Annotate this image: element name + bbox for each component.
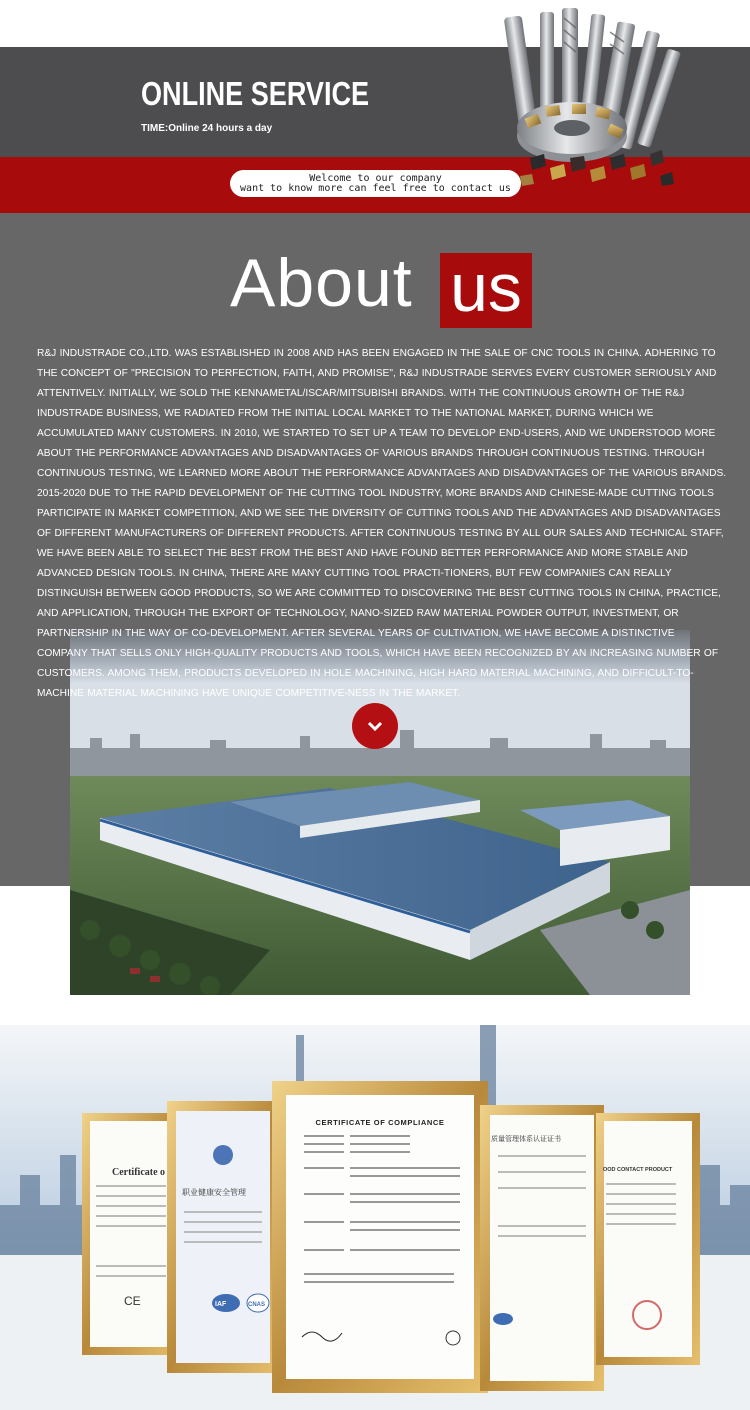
cutting-tools-image bbox=[500, 8, 690, 198]
scroll-down-button[interactable] bbox=[352, 703, 398, 749]
welcome-pill[interactable] bbox=[230, 170, 521, 197]
svg-text:CNAS: CNAS bbox=[248, 1302, 266, 1308]
svg-text:职业健康安全管理: 职业健康安全管理 bbox=[182, 1188, 246, 1197]
about-heading: About bbox=[230, 245, 413, 321]
svg-text:CE: CE bbox=[124, 1294, 141, 1308]
about-heading-box: us bbox=[440, 253, 532, 328]
about-paragraph-2: 2015-2020 DUE TO THE RAPID DEVELOPMENT OF THE CUTTING TOOL INDUSTRY, MORE BRANDS AND CHINESE-MADE CUTTING TOOLS PARTICIPATE IN MARKET COMPETITION, AND WE SEE THE DIVERSITY OF CUTTING TOOLS AND THE ADVANTAGES AND DISADVANTAGES OF DIFFERENT MANUFACTURERS OF DIFFERENT PRODUCTS. AFTER CONTINUOUS TESTING BY ALL OUR SALES AND TECHNICAL STAFF, WE HAVE BEEN ABLE TO SELECT THE BEST FROM THE BEST AND HAVE FOUND BETTER PERFORMANCE AND MORE STABLE AND ADVANCED DESIGN TOOLS. IN CHINA, THERE ARE MANY CUTTING TOOL PRACTI-TIONERS, BUT FEW COMPANIES CAN REALLY DISTINGUISH BETWEEN GOOD PRODUCTS, SO WE ARE COMMITTED TO DISCOVERING THE BEST CUTTING TOOLS IN CHINA, PRACTICE, AND APPLICATION, THROUGH THE EXPORT OF TECHNOLOGY, NANO-SIZED RAW MATERIAL POWDER OUTPUT, INVESTMENT, OR PARTNERSHIP IN THE WAY OF CO-DEVELOPMENT. AFTER SEVERAL YEARS OF CULTIVATION, WE HAVE BECOME A DISTINCTIVE COMPANY THAT SELLS ONLY HIGH-QUALITY PRODUCTS AND TOOLS, WHICH HAVE BEEN RECOGNIZED BY AN INCREASING NUMBER OF CUSTOMERS. AMONG THEM, PRODUCTS DEVELOPED IN HOLE MACHINING, HIGH HARD MATERIAL MACHINING, AND DIFFICULT-TO-MACHINE MATERIAL MACHINING HAVE UNIQUE COMPETITIVE-NESS IN THE MARKET. bbox=[37, 488, 724, 699]
cert-left-heading: Certificate o bbox=[112, 1167, 166, 1178]
welcome-line-1: Welcome to our company bbox=[309, 173, 442, 184]
welcome-line-2: want to know more can feel free to contact us bbox=[240, 183, 511, 194]
page-title: ONLINE SERVICE bbox=[141, 75, 370, 112]
chevron-down-icon bbox=[352, 703, 398, 749]
svg-text:OOD CONTACT PRODUCT: OOD CONTACT PRODUCT bbox=[603, 1167, 673, 1173]
cert-main-heading: CERTIFICATE OF COMPLIANCE bbox=[315, 1118, 445, 1127]
svg-text:IAF: IAF bbox=[215, 1301, 227, 1308]
about-paragraph-1: R&J INDUSTRADE CO.,LTD. WAS ESTABLISHED IN 2008 AND HAS BEEN ENGAGED IN THE SALE OF CNC TOOLS IN CHINA. ADHERING TO THE CONCEPT OF "PRECISION TO PERFECTION, FAITH, AND PROMISE", R&J INDUSTRADE SERVES EVERY CUSTOMER SERIOUSLY AND ATTENTIVELY. INITIALLY, WE SOLD THE KENNAMETAL/ISCAR/MITSUBISHI BRANDS. WITH THE CONTINUOUS GROWTH OF THE R&J INDUSTRADE BUSINESS, WE RADIATED FROM THE INITIAL LOCAL MARKET TO THE NATIONAL MARKET, DURING WHICH WE ACCUMULATED MANY CUSTOMERS. IN 2010, WE STARTED TO SET UP A TEAM TO DEVELOP END-USERS, AND WE UNDERSTOOD MORE ABOUT THE PERFORMANCE ADVANTAGES AND DISADVANTAGES OF VARIOUS BRANDS THROUGH CONTINUOUS TESTING. THROUGH CONTINUOUS TESTING, WE LEARNED MORE ABOUT THE PERFORMANCE ADVANTAGES AND DISADVANTAGES OF THE VARIOUS BRANDS. bbox=[37, 348, 727, 479]
svg-text:质量管理体系认证证书: 质量管理体系认证证书 bbox=[491, 1135, 561, 1143]
service-hours: TIME:Online 24 hours a day bbox=[141, 123, 273, 134]
about-description bbox=[37, 344, 727, 704]
certificates-banner bbox=[0, 1025, 750, 1410]
